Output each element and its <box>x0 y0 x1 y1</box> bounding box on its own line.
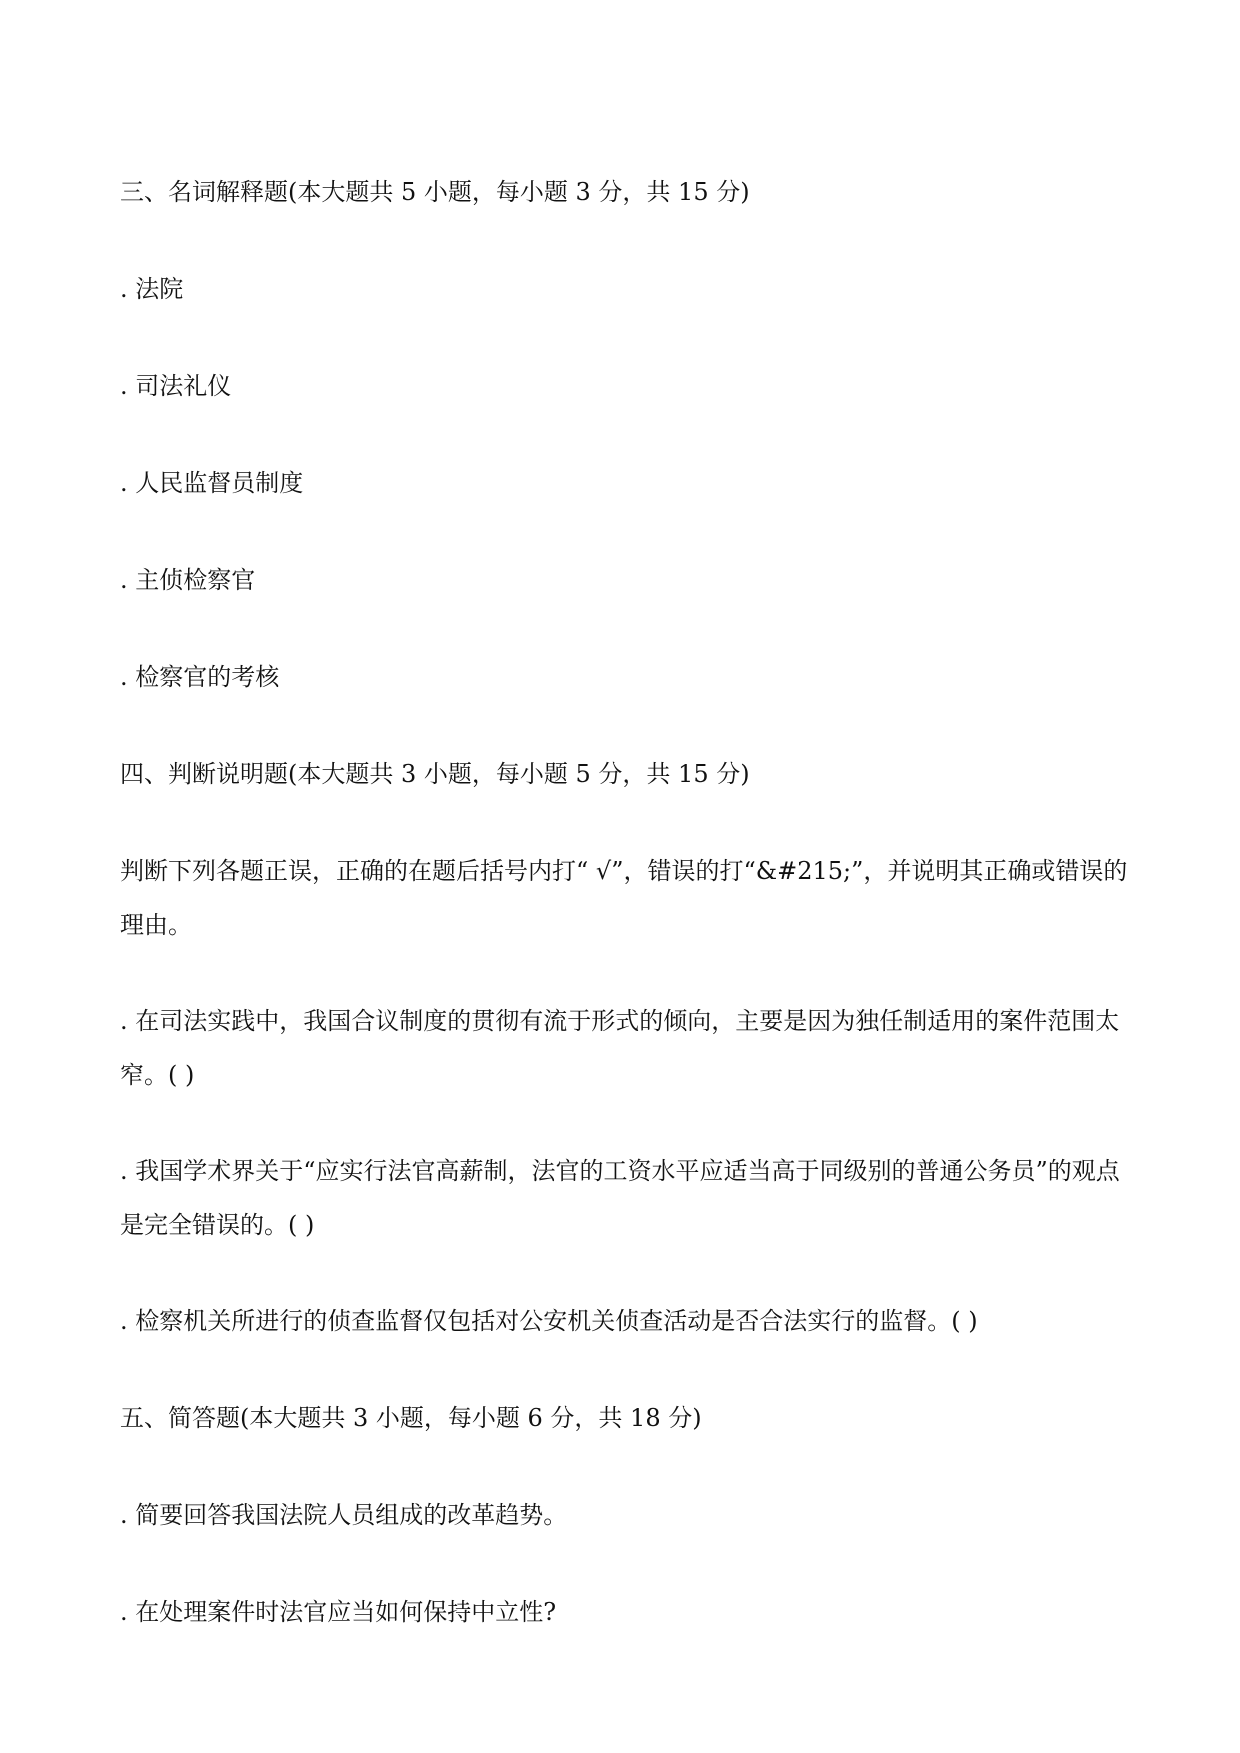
section5-heading: 五、简答题(本大题共 3 小题，每小题 6 分，共 18 分) <box>120 1404 702 1432</box>
section3-heading: 三、名词解释题(本大题共 5 小题，每小题 3 分，共 15 分) <box>120 178 750 206</box>
section4-heading: 四、判断说明题(本大题共 3 小题，每小题 5 分，共 15 分) <box>120 760 750 788</box>
section3-item-3: . 人民监督员制度 <box>120 469 304 497</box>
section4-item-2: . 我国学术界关于“应实行法官高薪制，法官的工资水平应适当高于同级别的普通公务员”的观点是完全错误的。( ) <box>120 1157 1120 1239</box>
section4-item-3: . 检察机关所进行的侦查监督仅包括对公安机关侦查活动是否合法实行的监督。( ) <box>120 1307 978 1335</box>
section4-item-1: . 在司法实践中，我国合议制度的贯彻有流于形式的倾向，主要是因为独任制适用的案件范围太窄。( ) <box>120 1007 1120 1089</box>
section5-item-2: . 在处理案件时法官应当如何保持中立性? <box>120 1598 557 1626</box>
section3-item-5: . 检察官的考核 <box>120 663 280 691</box>
section4-instruction: 判断下列各题正误，正确的在题后括号内打“ √”，错误的打“&#215;”，并说明其正确或错误的理由。 <box>120 857 1128 939</box>
section3-item-1: . 法院 <box>120 275 184 303</box>
section3-item-2: . 司法礼仪 <box>120 372 232 400</box>
section3-item-4: . 主侦检察官 <box>120 566 256 594</box>
section5-item-1: . 简要回答我国法院人员组成的改革趋势。 <box>120 1501 568 1529</box>
